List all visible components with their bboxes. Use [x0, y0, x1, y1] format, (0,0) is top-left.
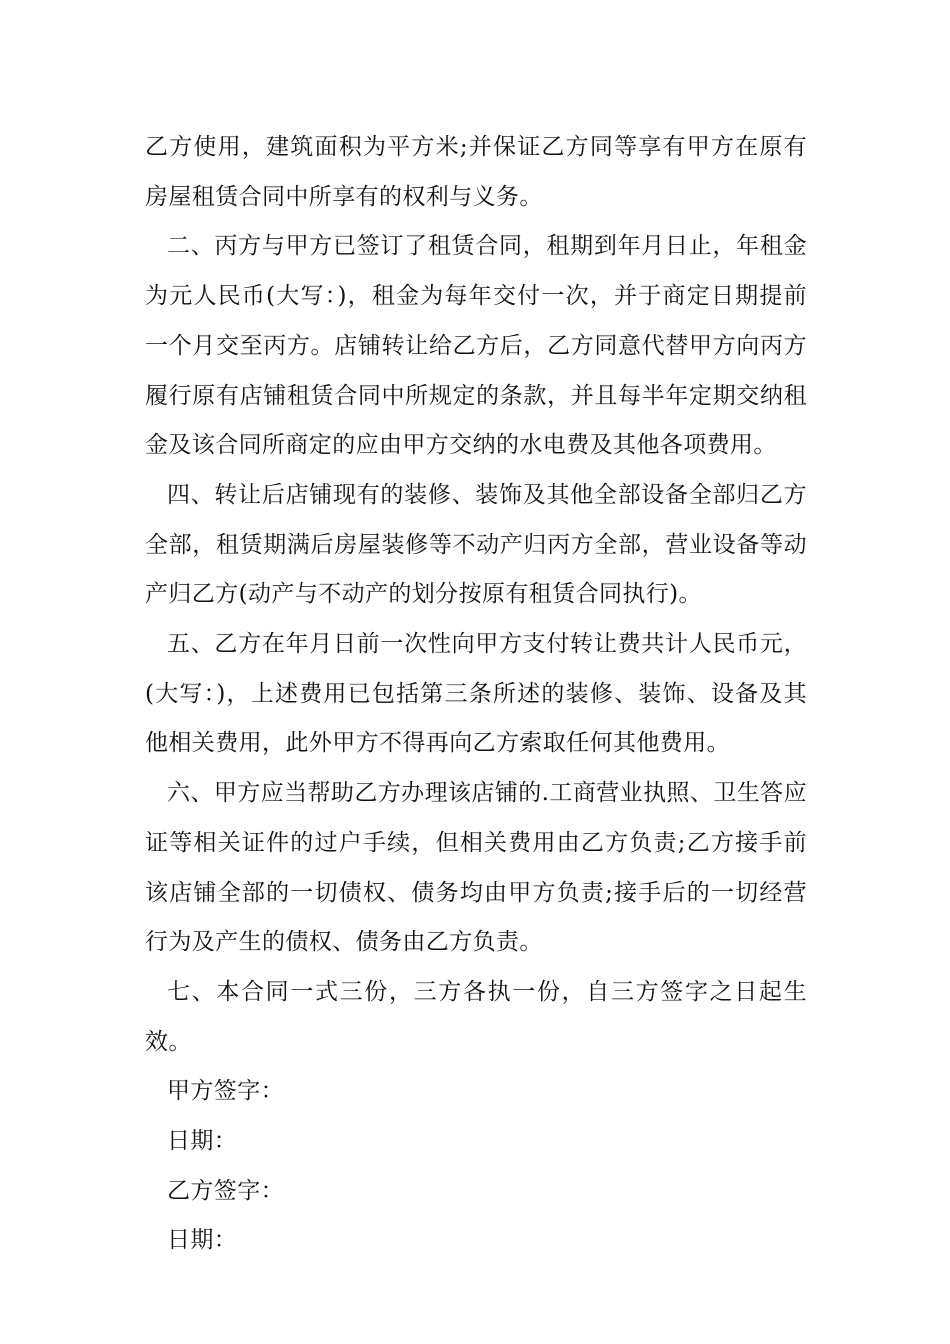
paragraph-clause-4: 四、转让后店铺现有的装修、装饰及其他全部设备全部归乙方全部，租赁期满后房屋装修等不动产归丙方全部，营业设备等动产归乙方(动产与不动产的划分按原有租赁合同执行)。	[145, 481, 807, 608]
party-b-signature-label: 乙方签字：	[167, 1177, 284, 1204]
paragraph-continuation: 乙方使用，建筑面积为平方米;并保证乙方同等享有甲方在原有房屋租赁合同中所享有的权利与义务。	[145, 134, 807, 210]
contract-body	[145, 123, 807, 1266]
paragraph-clause-2: 二、丙方与甲方已签订了租赁合同，租期到年月日止，年租金为元人民币(大写：)，租金为每年交付一次，并于商定日期提前一个月交至丙方。店铺转让给乙方后，乙方同意代替甲方向丙方履行原有店铺租赁合同中所规定的条款，并且每半年定期交纳租金及该合同所商定的应由甲方交纳的水电费及其他各项费用。	[145, 233, 807, 459]
paragraph-clause-7: 七、本合同一式三份，三方各执一份，自三方签字之日起生效。	[145, 978, 807, 1055]
paragraph-clause-6: 六、甲方应当帮助乙方办理该店铺的.工商营业执照、卫生答应证等相关证件的过户手续，但相关费用由乙方负责;乙方接手前该店铺全部的一切债权、债务均由甲方负责;接手后的一切经营行为及产生的债权、债务由乙方负责。	[145, 780, 807, 956]
paragraph-clause-5: 五、乙方在年月日前一次性向甲方支付转让费共计人民币元，(大写：)，上述费用已包括第三条所述的装修、装饰、设备及其他相关费用，此外甲方不得再向乙方索取任何其他费用。	[145, 631, 807, 757]
party-b-date-label: 日期：	[167, 1227, 238, 1254]
party-a-signature-label: 甲方签字：	[167, 1078, 284, 1105]
party-a-date-label: 日期：	[167, 1128, 238, 1155]
